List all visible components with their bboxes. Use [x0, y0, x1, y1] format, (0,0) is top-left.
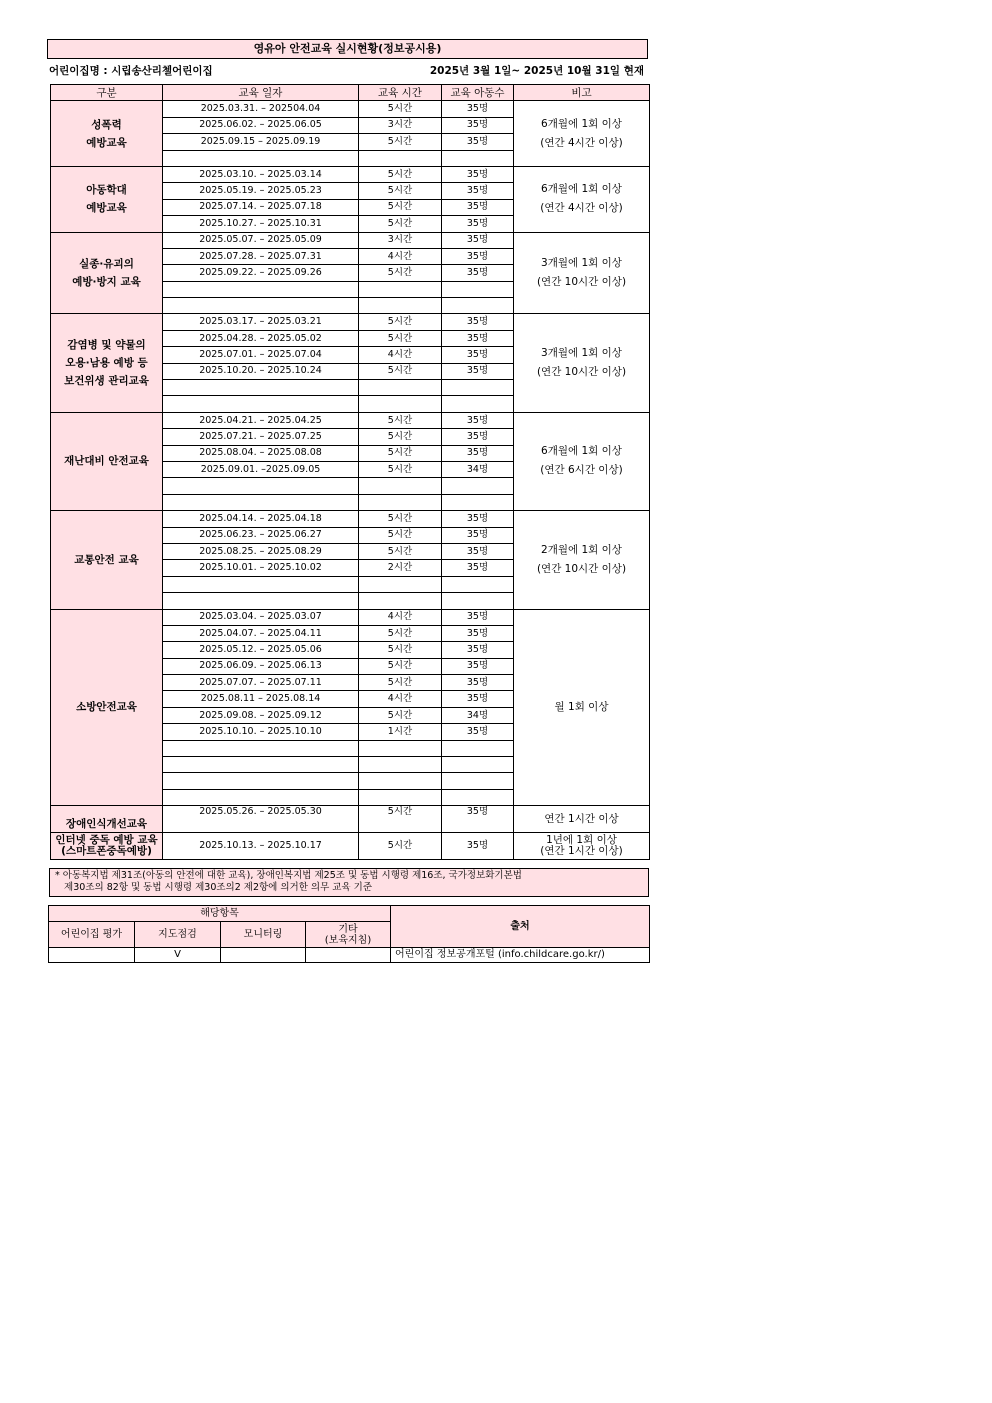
edu-hours — [359, 380, 442, 396]
edu-hours: 5시간 — [359, 445, 442, 461]
edu-hours — [359, 494, 442, 510]
col-evaluation: 어린이집 평가 — [49, 922, 135, 948]
edu-date — [163, 396, 359, 412]
edu-count: 35명 — [442, 166, 514, 182]
edu-hours: 4시간 — [359, 609, 442, 625]
section-note: 월 1회 이상 — [514, 609, 650, 806]
edu-hours: 5시간 — [359, 134, 442, 150]
edu-hours: 5시간 — [359, 183, 442, 199]
internet-name: 인터넷 중독 예방 교육 (스마트폰중독예방) — [51, 833, 163, 860]
source-header: 출처 — [391, 906, 650, 948]
edu-count — [442, 740, 514, 756]
edu-count: 35명 — [442, 248, 514, 264]
edu-count: 35명 — [442, 101, 514, 117]
edu-hours: 5시간 — [359, 101, 442, 117]
edu-date: 2025.10.20. – 2025.10.24 — [163, 363, 359, 379]
edu-hours: 2시간 — [359, 560, 442, 576]
header-date: 교육 일자 — [163, 85, 359, 101]
edu-count: 35명 — [442, 543, 514, 559]
edu-count: 35명 — [442, 675, 514, 691]
val-evaluation — [49, 948, 135, 963]
edu-date: 2025.07.28. – 2025.07.31 — [163, 248, 359, 264]
edu-count — [442, 281, 514, 297]
edu-hours: 5시간 — [359, 216, 442, 232]
edu-hours — [359, 740, 442, 756]
internet-count: 35명 — [442, 833, 514, 860]
section-name: 감염병 및 약물의 오용·남용 예방 등 보건위생 관리교육 — [51, 314, 163, 412]
col-monitoring: 모니터링 — [221, 922, 306, 948]
edu-date: 2025.06.09. – 2025.06.13 — [163, 658, 359, 674]
edu-hours: 5시간 — [359, 199, 442, 215]
edu-hours: 5시간 — [359, 543, 442, 559]
footnote-line-2: 제30조의 82항 및 동법 시행령 제30조의2 제2항에 의거한 의무 교육 기준 — [55, 882, 373, 893]
edu-count — [442, 396, 514, 412]
table-row — [51, 609, 650, 625]
edu-hours: 5시간 — [359, 314, 442, 330]
edu-date: 2025.09.22. – 2025.09.26 — [163, 265, 359, 281]
table-row — [51, 166, 650, 182]
edu-count: 35명 — [442, 314, 514, 330]
section-note: 6개월에 1회 이상 (연간 4시간 이상) — [514, 166, 650, 232]
edu-count: 35명 — [442, 265, 514, 281]
section-name: 실종·유괴의 예방·방지 교육 — [51, 232, 163, 314]
edu-date: 2025.08.25. – 2025.08.29 — [163, 543, 359, 559]
source-value: 어린이집 정보공개포털 (info.childcare.go.kr/) — [391, 948, 650, 963]
info-line — [47, 61, 648, 81]
edu-hours: 5시간 — [359, 527, 442, 543]
edu-count — [442, 380, 514, 396]
edu-count: 35명 — [442, 183, 514, 199]
edu-count: 35명 — [442, 429, 514, 445]
edu-count: 34명 — [442, 707, 514, 723]
edu-date: 2025.07.21. – 2025.07.25 — [163, 429, 359, 445]
edu-date: 2025.03.04. – 2025.03.07 — [163, 609, 359, 625]
section-name: 아동학대 예방교육 — [51, 166, 163, 232]
table-row — [51, 412, 650, 428]
edu-date: 2025.05.12. – 2025.05.06 — [163, 642, 359, 658]
edu-count — [442, 789, 514, 805]
education-table — [50, 84, 650, 860]
table-row — [51, 101, 650, 117]
edu-date — [163, 740, 359, 756]
disability-note: 연간 1시간 이상 — [514, 806, 650, 833]
edu-hours — [359, 576, 442, 592]
section-name: 교통안전 교육 — [51, 511, 163, 609]
edu-date: 2025.10.01. – 2025.10.02 — [163, 560, 359, 576]
edu-hours: 5시간 — [359, 461, 442, 477]
section-note: 3개월에 1회 이상 (연간 10시간 이상) — [514, 232, 650, 314]
edu-date — [163, 298, 359, 314]
edu-date: 2025.04.28. – 2025.05.02 — [163, 330, 359, 346]
edu-hours: 1시간 — [359, 724, 442, 740]
edu-hours: 5시간 — [359, 429, 442, 445]
disability-hours: 5시간 — [359, 806, 442, 833]
edu-hours: 5시간 — [359, 625, 442, 641]
edu-hours: 5시간 — [359, 707, 442, 723]
edu-hours: 5시간 — [359, 265, 442, 281]
page-title: 영유아 안전교육 실시현황(정보공시용) — [47, 39, 648, 59]
edu-count: 35명 — [442, 347, 514, 363]
header-category: 구분 — [51, 85, 163, 101]
edu-date: 2025.09.01. –2025.09.05 — [163, 461, 359, 477]
edu-count — [442, 298, 514, 314]
table-row — [51, 314, 650, 330]
edu-date — [163, 576, 359, 592]
group-header: 해당항목 — [49, 906, 391, 922]
col-other: 기타 (보육지침) — [306, 922, 391, 948]
edu-hours — [359, 298, 442, 314]
footnote-line-1: * 아동복지법 제31조(아동의 안전에 대한 교육), 장애인복지법 제25조 및 동법 시행령 제16조, 국가정보화기본법 — [55, 870, 522, 881]
section-note: 2개월에 1회 이상 (연간 10시간 이상) — [514, 511, 650, 609]
section-note: 3개월에 1회 이상 (연간 10시간 이상) — [514, 314, 650, 412]
edu-count: 35명 — [442, 527, 514, 543]
edu-hours — [359, 150, 442, 166]
edu-date: 2025.06.23. – 2025.06.27 — [163, 527, 359, 543]
edu-hours: 4시간 — [359, 248, 442, 264]
edu-hours: 5시간 — [359, 675, 442, 691]
edu-count: 35명 — [442, 117, 514, 133]
edu-count — [442, 593, 514, 609]
edu-date — [163, 494, 359, 510]
source-table — [48, 905, 650, 963]
table-row — [51, 232, 650, 248]
edu-count: 35명 — [442, 724, 514, 740]
edu-date: 2025.08.11 – 2025.08.14 — [163, 691, 359, 707]
edu-date — [163, 789, 359, 805]
edu-hours: 5시간 — [359, 658, 442, 674]
edu-date: 2025.10.27. – 2025.10.31 — [163, 216, 359, 232]
edu-date: 2025.08.04. – 2025.08.08 — [163, 445, 359, 461]
edu-hours — [359, 478, 442, 494]
center-name: 어린이집명 : 시립송산리첼어린이집 — [49, 65, 213, 77]
edu-hours — [359, 789, 442, 805]
edu-count: 35명 — [442, 560, 514, 576]
edu-count: 35명 — [442, 216, 514, 232]
edu-count: 35명 — [442, 330, 514, 346]
legal-footnote — [49, 868, 649, 897]
edu-date — [163, 150, 359, 166]
edu-count: 35명 — [442, 642, 514, 658]
edu-count: 35명 — [442, 625, 514, 641]
edu-count: 35명 — [442, 658, 514, 674]
edu-date — [163, 281, 359, 297]
edu-hours: 4시간 — [359, 347, 442, 363]
col-inspection: 지도점검 — [135, 922, 221, 948]
edu-hours: 3시간 — [359, 117, 442, 133]
disability-count: 35명 — [442, 806, 514, 833]
edu-count: 35명 — [442, 199, 514, 215]
section-name: 성폭력 예방교육 — [51, 101, 163, 167]
edu-date: 2025.03.10. – 2025.03.14 — [163, 166, 359, 182]
edu-count: 34명 — [442, 461, 514, 477]
edu-hours: 3시간 — [359, 232, 442, 248]
edu-hours: 5시간 — [359, 511, 442, 527]
disability-date: 2025.05.26. – 2025.05.30 — [163, 806, 359, 833]
edu-hours: 5시간 — [359, 642, 442, 658]
section-name: 소방안전교육 — [51, 609, 163, 806]
edu-hours: 5시간 — [359, 412, 442, 428]
edu-date: 2025.07.07. – 2025.07.11 — [163, 675, 359, 691]
edu-count: 35명 — [442, 609, 514, 625]
section-note: 6개월에 1회 이상 (연간 4시간 이상) — [514, 101, 650, 167]
edu-hours: 5시간 — [359, 363, 442, 379]
internet-note: 1년에 1회 이상 (연간 1시간 이상) — [514, 833, 650, 860]
edu-count — [442, 757, 514, 773]
section-note: 6개월에 1회 이상 (연간 6시간 이상) — [514, 412, 650, 510]
edu-count: 35명 — [442, 232, 514, 248]
val-monitoring — [221, 948, 306, 963]
edu-date: 2025.07.14. – 2025.07.18 — [163, 199, 359, 215]
header-hours: 교육 시간 — [359, 85, 442, 101]
table-row — [51, 511, 650, 527]
edu-date — [163, 773, 359, 789]
edu-date: 2025.09.08. – 2025.09.12 — [163, 707, 359, 723]
edu-hours — [359, 757, 442, 773]
edu-date: 2025.04.14. – 2025.04.18 — [163, 511, 359, 527]
edu-count — [442, 576, 514, 592]
edu-date: 2025.03.17. – 2025.03.21 — [163, 314, 359, 330]
edu-date — [163, 593, 359, 609]
edu-count — [442, 773, 514, 789]
header-note: 비고 — [514, 85, 650, 101]
internet-date: 2025.10.13. – 2025.10.17 — [163, 833, 359, 860]
edu-date: 2025.09.15 – 2025.09.19 — [163, 134, 359, 150]
internet-hours: 5시간 — [359, 833, 442, 860]
edu-date: 2025.05.19. – 2025.05.23 — [163, 183, 359, 199]
edu-hours: 5시간 — [359, 166, 442, 182]
edu-count: 35명 — [442, 363, 514, 379]
edu-count: 35명 — [442, 134, 514, 150]
edu-hours: 5시간 — [359, 330, 442, 346]
edu-date — [163, 478, 359, 494]
edu-date: 2025.04.07. – 2025.04.11 — [163, 625, 359, 641]
edu-count — [442, 494, 514, 510]
edu-date — [163, 380, 359, 396]
val-other — [306, 948, 391, 963]
edu-hours: 4시간 — [359, 691, 442, 707]
edu-hours — [359, 281, 442, 297]
edu-hours — [359, 773, 442, 789]
edu-date: 2025.06.02. – 2025.06.05 — [163, 117, 359, 133]
edu-count: 35명 — [442, 511, 514, 527]
header-count: 교육 아동수 — [442, 85, 514, 101]
report-period: 2025년 3월 1일~ 2025년 10월 31일 현재 — [429, 65, 644, 77]
edu-date: 2025.05.07. – 2025.05.09 — [163, 232, 359, 248]
edu-count — [442, 150, 514, 166]
disability-name: 장애인식개선교육 — [51, 806, 163, 833]
edu-hours — [359, 396, 442, 412]
edu-date: 2025.10.10. – 2025.10.10 — [163, 724, 359, 740]
edu-date: 2025.04.21. – 2025.04.25 — [163, 412, 359, 428]
val-inspection: V — [135, 948, 221, 963]
edu-count: 35명 — [442, 445, 514, 461]
section-name: 재난대비 안전교육 — [51, 412, 163, 510]
edu-count: 35명 — [442, 691, 514, 707]
edu-count: 35명 — [442, 412, 514, 428]
edu-date: 2025.07.01. – 2025.07.04 — [163, 347, 359, 363]
edu-hours — [359, 593, 442, 609]
edu-count — [442, 478, 514, 494]
edu-date: 2025.03.31. – 202504.04 — [163, 101, 359, 117]
edu-date — [163, 757, 359, 773]
